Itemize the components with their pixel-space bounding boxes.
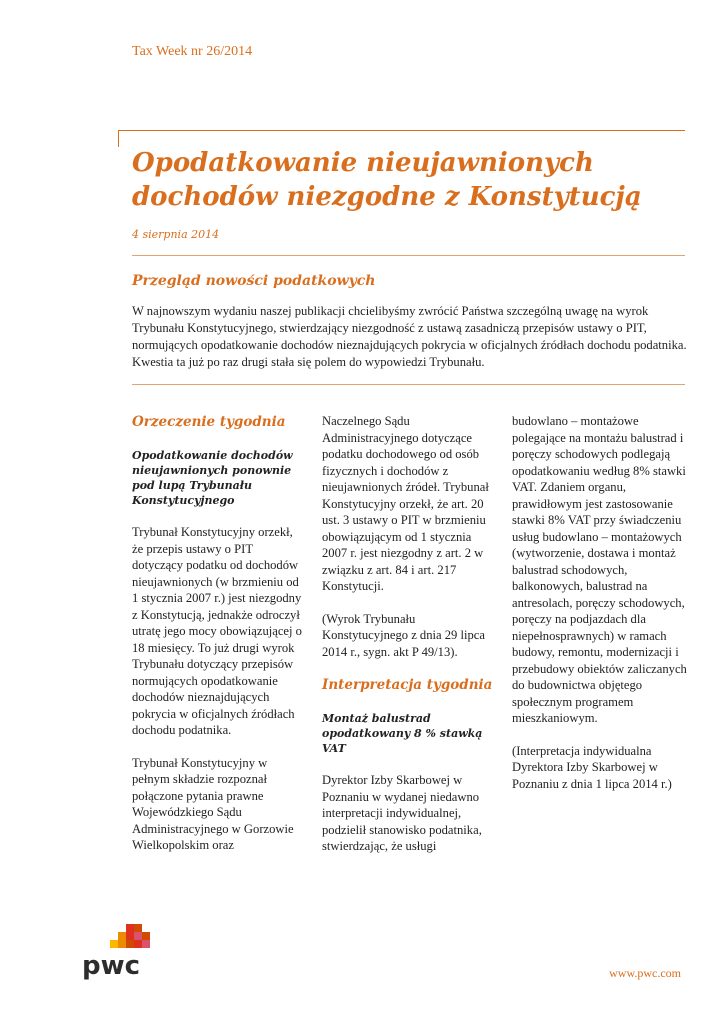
- interpretation-citation: (Interpretacja indywidualna Dyrektora Izby Skarbowej w Poznaniu z dnia 1 lipca 2014 r.): [512, 743, 672, 791]
- divider-bottom: [132, 384, 685, 385]
- ruling-heading: Orzeczenie tygodnia: [132, 414, 286, 430]
- pwc-logo-mark-icon: [82, 922, 162, 982]
- publication-title: Tax Week nr 26/2014: [132, 44, 253, 59]
- overview-heading: Przegląd nowości podatkowych: [132, 273, 376, 289]
- pwc-logo-text: pwc: [82, 951, 141, 981]
- ruling-subheading: Opodatkowanie dochodów nieujawnionych ponownie pod lupą Trybunału Konstytucyjnego: [132, 449, 293, 507]
- interpretation-paragraph-1: Dyrektor Izby Skarbowej w Poznaniu w wydanej niedawno interpretacji indywidualnej, podzielił stanowisko podatnika, stwierdzając, że usługi: [322, 773, 482, 853]
- interpretation-subheading: Montaż balustrad opodatkowany 8 % stawką VAT: [322, 712, 483, 755]
- overview-text: W najnowszym wydaniu naszej publikacji chcielibyśmy zwrócić Państwa szczególną uwagę na wyrok Trybunału Konstytucyjnego, stwierdzający niezgodność z ustawą zasadniczą przepisów ustawy o PIT, normujących opodatkowanie dochodów nieznajdujących pokrycia w oficjalnych źródłach dochodu podatnika. Kwestia ta już po raz drugi stała się polem do wypowiedzi Trybunału.: [132, 304, 687, 369]
- article-date: 4 sierpnia 2014: [132, 228, 220, 241]
- interpretation-paragraph-2: budowlano – montażowe polegające na montażu balustrad i poręczy schodowych podlegają opodatkowaniu według 8% stawki VAT. Zdaniem organu, prawidłowym jest zastosowanie stawki 8% VAT przy świadczeniu usług budowlano – montażowych (wytworzenie, dostawa i montaż balustrad schodowych, balkonowych, balustrad na antresolach, poręczy schodowych, poręczy na podjazdach dla niepełnosprawnych) w ramach budowy, remontu, modernizacji i przebudowy obiektów zaliczanych do budownictwa objętego społecznym programem mieszkaniowym.: [512, 414, 687, 725]
- article-title: Opodatkowanie nieujawnionych dochodów niezgodne z Konstytucją: [132, 148, 642, 212]
- title-frame-vertical: [118, 130, 119, 147]
- ruling-paragraph-2: Trybunał Konstytucyjny w pełnym składzie rozpoznał połączone pytania prawne Wojewódzkiego Sądu Administracyjnego w Gorzowie Wielkopolskim oraz: [132, 755, 294, 852]
- divider-top: [132, 255, 685, 256]
- ruling-paragraph-1: Trybunał Konstytucyjny orzekł, że przepis ustawy o PIT dotyczący podatku od dochodów nieujawnionych (w brzmieniu od 1 stycznia 2007 r.) jest niezgodny z Konstytucją, jednakże odroczył utratę jego mocy obowiązującej o 18 miesięcy. To już drugi wyrok Trybunału dotyczący przepisów normujących opodatkowanie dochodów nieznajdujących pokrycia w oficjalnych źródłach dochodu podatnika.: [132, 525, 302, 737]
- column-2: [322, 413, 494, 871]
- ruling-paragraph-3: Naczelnego Sądu Administracyjnego dotyczące podatku dochodowego od osób fizycznych i dochodów z nieujawnionych źródeł. Trybunał Konstytucyjny orzekł, że art. 20 ust. 3 ustawy o PIT w brzmieniu obowiązującym od 1 stycznia 2007 r. jest niezgodny z art. 2 w związku z art. 84 i art. 217 Konstytucji.: [322, 414, 489, 593]
- column-1: [132, 413, 302, 870]
- pwc-logo: [82, 922, 162, 982]
- ruling-citation: (Wyrok Trybunału Konstytucyjnego z dnia 29 lipca 2014 r., sygn. akt P 49/13).: [322, 611, 485, 659]
- title-frame-horizontal: [118, 130, 685, 131]
- footer-url-link[interactable]: www.pwc.com: [609, 966, 681, 980]
- interpretation-heading: Interpretacja tygodnia: [322, 677, 493, 693]
- column-3: [512, 413, 688, 808]
